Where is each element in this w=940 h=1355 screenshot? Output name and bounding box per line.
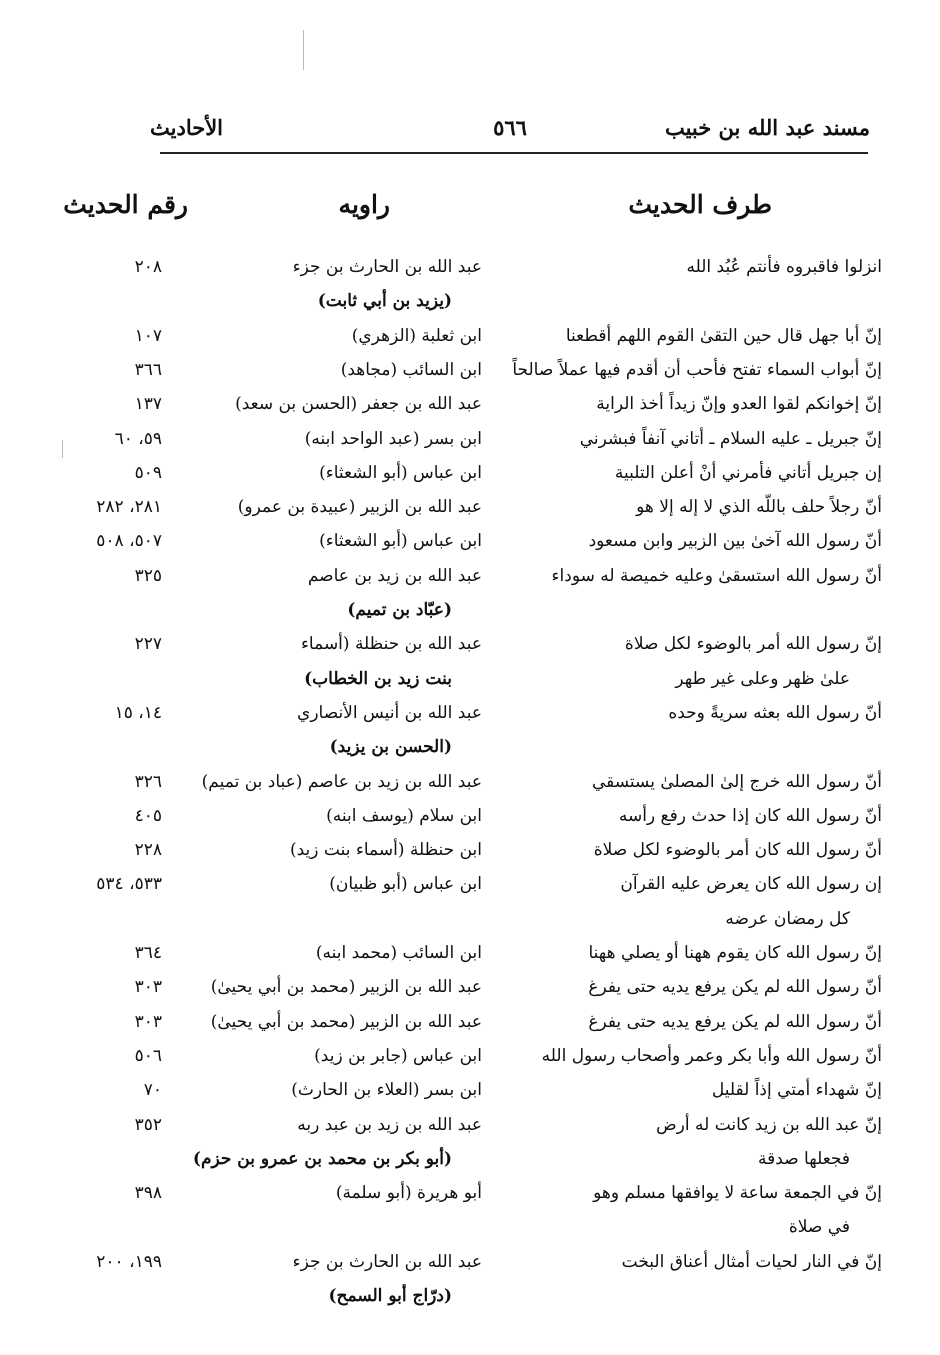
hadith-narrator: ابن عباس (أبو الشعثاء) <box>319 462 482 483</box>
hadith-narrator: عبد الله بن زيد بن عاصم <box>307 565 482 586</box>
hadith-narrator: (عبّاد بن تميم) <box>347 600 452 620</box>
hadith-incipit: إنّ شهداء أمتي إذاً لقليل <box>711 1080 882 1101</box>
hadith-narrator: عبد الله بن الزبير (محمد بن أبي يحيىٰ) <box>210 1011 482 1032</box>
hadith-number: ٣٠٣ <box>134 977 162 998</box>
column-header-tarf: طرف الحديث <box>628 190 772 219</box>
hadith-incipit: انزلوا فاقبروه فأنتم عُبُد الله <box>686 257 882 277</box>
hadith-narrator: عبد الله بن الزبير (محمد بن أبي يحيىٰ) <box>210 977 482 998</box>
hadith-incipit: فجعلها صدقة <box>758 1148 850 1169</box>
hadith-narrator: عبد الله بن زيد بن عبد ربه <box>297 1114 482 1135</box>
table-row <box>0 1283 940 1317</box>
table-row <box>0 426 940 460</box>
hadith-narrator: (درّاج أبو السمح) <box>328 1286 452 1306</box>
hadith-narrator: ابن بسر (العلاء بن الحارث) <box>291 1080 482 1101</box>
book-title: مسند عبد الله بن خبيب <box>664 115 870 140</box>
table-row <box>0 837 940 871</box>
hadith-narrator: (أبو بكر بن محمد بن عمرو بن حزم) <box>192 1148 452 1169</box>
hadith-narrator: عبد الله بن أنيس الأنصاري <box>297 702 482 723</box>
hadith-incipit: إنّ في الجمعة ساعة لا يوافقها مسلم وهو <box>593 1183 882 1204</box>
table-row <box>0 1146 940 1180</box>
table-row <box>0 254 940 288</box>
hadith-incipit: إن رسول الله كان يعرض عليه القرآن <box>620 874 882 895</box>
hadith-narrator: ابن حنظلة (أسماء بنت زيد) <box>290 840 482 861</box>
hadith-narrator: ابن السائب (مجاهد) <box>340 359 482 380</box>
table-row <box>0 391 940 425</box>
hadith-narrator: ابن سلام (يوسف ابنه) <box>326 805 482 826</box>
hadith-incipit: إنّ عبد الله بن زيد كانت له أرض <box>656 1114 882 1135</box>
hadith-number: ١٩٩، ٢٠٠ <box>96 1251 162 1272</box>
hadith-incipit: أنّ رسول الله وأبا بكر وعمر وأصحاب رسول الله <box>541 1045 882 1066</box>
hadith-incipit: أنّ رسول الله لم يكن يرفع يديه حتى يفرغ <box>588 1011 882 1032</box>
hadith-narrator: ابن ثعلبة (الزهري) <box>351 325 482 346</box>
hadith-incipit: في صلاة <box>788 1217 850 1238</box>
table-row <box>0 1043 940 1077</box>
table-row <box>0 769 940 803</box>
section-title: الأحاديث <box>150 115 224 140</box>
table-row <box>0 323 940 357</box>
hadith-incipit: إنّ أبواب السماء تفتح فأحب أن أقدم فيها عملاً صالحاً <box>512 359 882 380</box>
table-row <box>0 974 940 1008</box>
hadith-number: ٥٠٦ <box>134 1045 162 1066</box>
hadith-narrator: بنت زيد بن الخطاب) <box>304 668 452 689</box>
table-row <box>0 460 940 494</box>
table-row <box>0 1112 940 1146</box>
scan-artifact <box>303 30 304 70</box>
table-row <box>0 1249 940 1283</box>
hadith-number: ٥٠٧، ٥٠٨ <box>96 531 162 552</box>
table-row <box>0 803 940 837</box>
table-row <box>0 631 940 665</box>
hadith-incipit: إنّ أبا جهل قال حين التقىٰ القوم اللهم أقطعنا <box>565 325 882 346</box>
hadith-incipit: أنّ رسول الله خرج إلىٰ المصلىٰ يستسقي <box>591 771 882 792</box>
hadith-number: ١٤، ١٥ <box>114 702 162 723</box>
hadith-number: ٥٠٩ <box>134 462 162 483</box>
hadith-incipit: إنّ رسول الله كان يقوم ههنا أو يصلي ههنا <box>588 943 882 963</box>
hadith-number: ٥٣٣، ٥٣٤ <box>96 874 162 895</box>
page-number: ٥٦٦ <box>493 115 527 140</box>
hadith-number: ٣٢٦ <box>134 771 162 792</box>
column-header-raqm: رقم الحديث <box>63 190 188 219</box>
hadith-incipit: إنّ رسول الله أمر بالوضوء لكل صلاة <box>624 634 882 655</box>
hadith-number: ٣٥٢ <box>134 1114 162 1135</box>
hadith-number: ٢٨١، ٢٨٢ <box>96 497 162 518</box>
table-row <box>0 1009 940 1043</box>
hadith-number: ٣٩٨ <box>134 1183 162 1204</box>
hadith-narrator: ابن عباس (أبو ظبيان) <box>329 874 482 895</box>
table-row <box>0 563 940 597</box>
hadith-narrator: ابن السائب (محمد ابنه) <box>315 943 482 963</box>
hadith-narrator: عبد الله بن جعفر (الحسن بن سعد) <box>235 394 482 415</box>
table-row <box>0 494 940 528</box>
hadith-number: ١٣٧ <box>134 394 162 415</box>
hadith-incipit: إنّ إخوانكم لقوا العدو وإنّ زيداً أخذ الراية <box>596 394 882 415</box>
hadith-narrator: ابن بسر (عبد الواحد ابنه) <box>304 428 482 449</box>
hadith-incipit: أنّ رسول الله لم يكن يرفع يديه حتى يفرغ <box>588 977 882 998</box>
hadith-number: ٤٠٥ <box>134 805 162 826</box>
hadith-narrator: عبد الله بن حنظلة (أسماء <box>300 634 482 655</box>
hadith-incipit: إنّ في النار لحيات أمثال أعناق البخت <box>621 1251 882 1272</box>
hadith-number: ٢٢٨ <box>134 840 162 861</box>
hadith-number: ١٠٧ <box>134 325 162 346</box>
hadith-number: ٥٩، ٦٠ <box>114 428 162 449</box>
hadith-incipit: إنّ جبريل ـ عليه السلام ـ أتاني آنفاً فبشرني <box>579 428 882 449</box>
hadith-narrator: عبد الله بن الحارث بن جزء <box>292 1251 482 1272</box>
table-row <box>0 357 940 391</box>
hadith-incipit: علىٰ ظهر وعلى غير طهر <box>675 668 850 689</box>
hadith-incipit: إن جبريل أتاني فأمرني أنْ أعلن التلبية <box>614 462 882 483</box>
scan-artifact <box>62 440 63 458</box>
table-row <box>0 1180 940 1214</box>
hadith-incipit: كل رمضان عرضه <box>725 908 850 929</box>
hadith-incipit: أنّ رسول الله كان إذا حدث رفع رأسه <box>618 805 882 826</box>
hadith-number: ٢٢٧ <box>134 634 162 655</box>
table-row <box>0 734 940 768</box>
hadith-incipit: أنّ رسول الله آخىٰ بين الزبير وابن مسعود <box>588 531 882 552</box>
hadith-number: ٣٠٣ <box>134 1011 162 1032</box>
hadith-incipit: أنّ رجلاً حلف باللّه الذي لا إله إلا هو <box>636 497 882 518</box>
table-row <box>0 1214 940 1248</box>
table-row <box>0 528 940 562</box>
hadith-incipit: أنّ رسول الله كان أمر بالوضوء لكل صلاة <box>593 840 882 861</box>
table-row <box>0 1077 940 1111</box>
hadith-number: ٣٦٤ <box>134 943 162 963</box>
table-row <box>0 940 940 974</box>
hadith-number: ٢٠٨ <box>134 257 162 277</box>
hadith-narrator: (الحسن بن يزيد) <box>329 737 452 758</box>
hadith-incipit: أنّ رسول الله استسقىٰ وعليه خميصة له سوداء <box>551 565 882 586</box>
table-row <box>0 288 940 322</box>
hadith-incipit: أنّ رسول الله بعثه سريةً وحده <box>668 702 882 723</box>
table-row <box>0 666 940 700</box>
column-header-rawi: راويه <box>338 190 390 219</box>
hadith-narrator: عبد الله بن الزبير (عبيدة بن عمرو) <box>237 497 482 518</box>
hadith-narrator: ابن عباس (أبو الشعثاء) <box>319 531 482 552</box>
hadith-narrator: عبد الله بن زيد بن عاصم (عباد بن تميم) <box>201 771 482 792</box>
hadith-number: ٧٠ <box>143 1080 162 1101</box>
hadith-number: ٣٢٥ <box>134 565 162 586</box>
hadith-narrator: أبو هريرة (أبو سلمة) <box>335 1183 482 1204</box>
table-row <box>0 871 940 905</box>
table-row <box>0 597 940 631</box>
hadith-narrator: ابن عباس (جابر بن زيد) <box>314 1045 482 1066</box>
hadith-narrator: (يزيد بن أبي ثابت) <box>317 291 452 312</box>
hadith-narrator: عبد الله بن الحارث بن جزء <box>292 257 482 277</box>
table-row <box>0 700 940 734</box>
hadith-number: ٣٦٦ <box>134 359 162 380</box>
table-row <box>0 906 940 940</box>
